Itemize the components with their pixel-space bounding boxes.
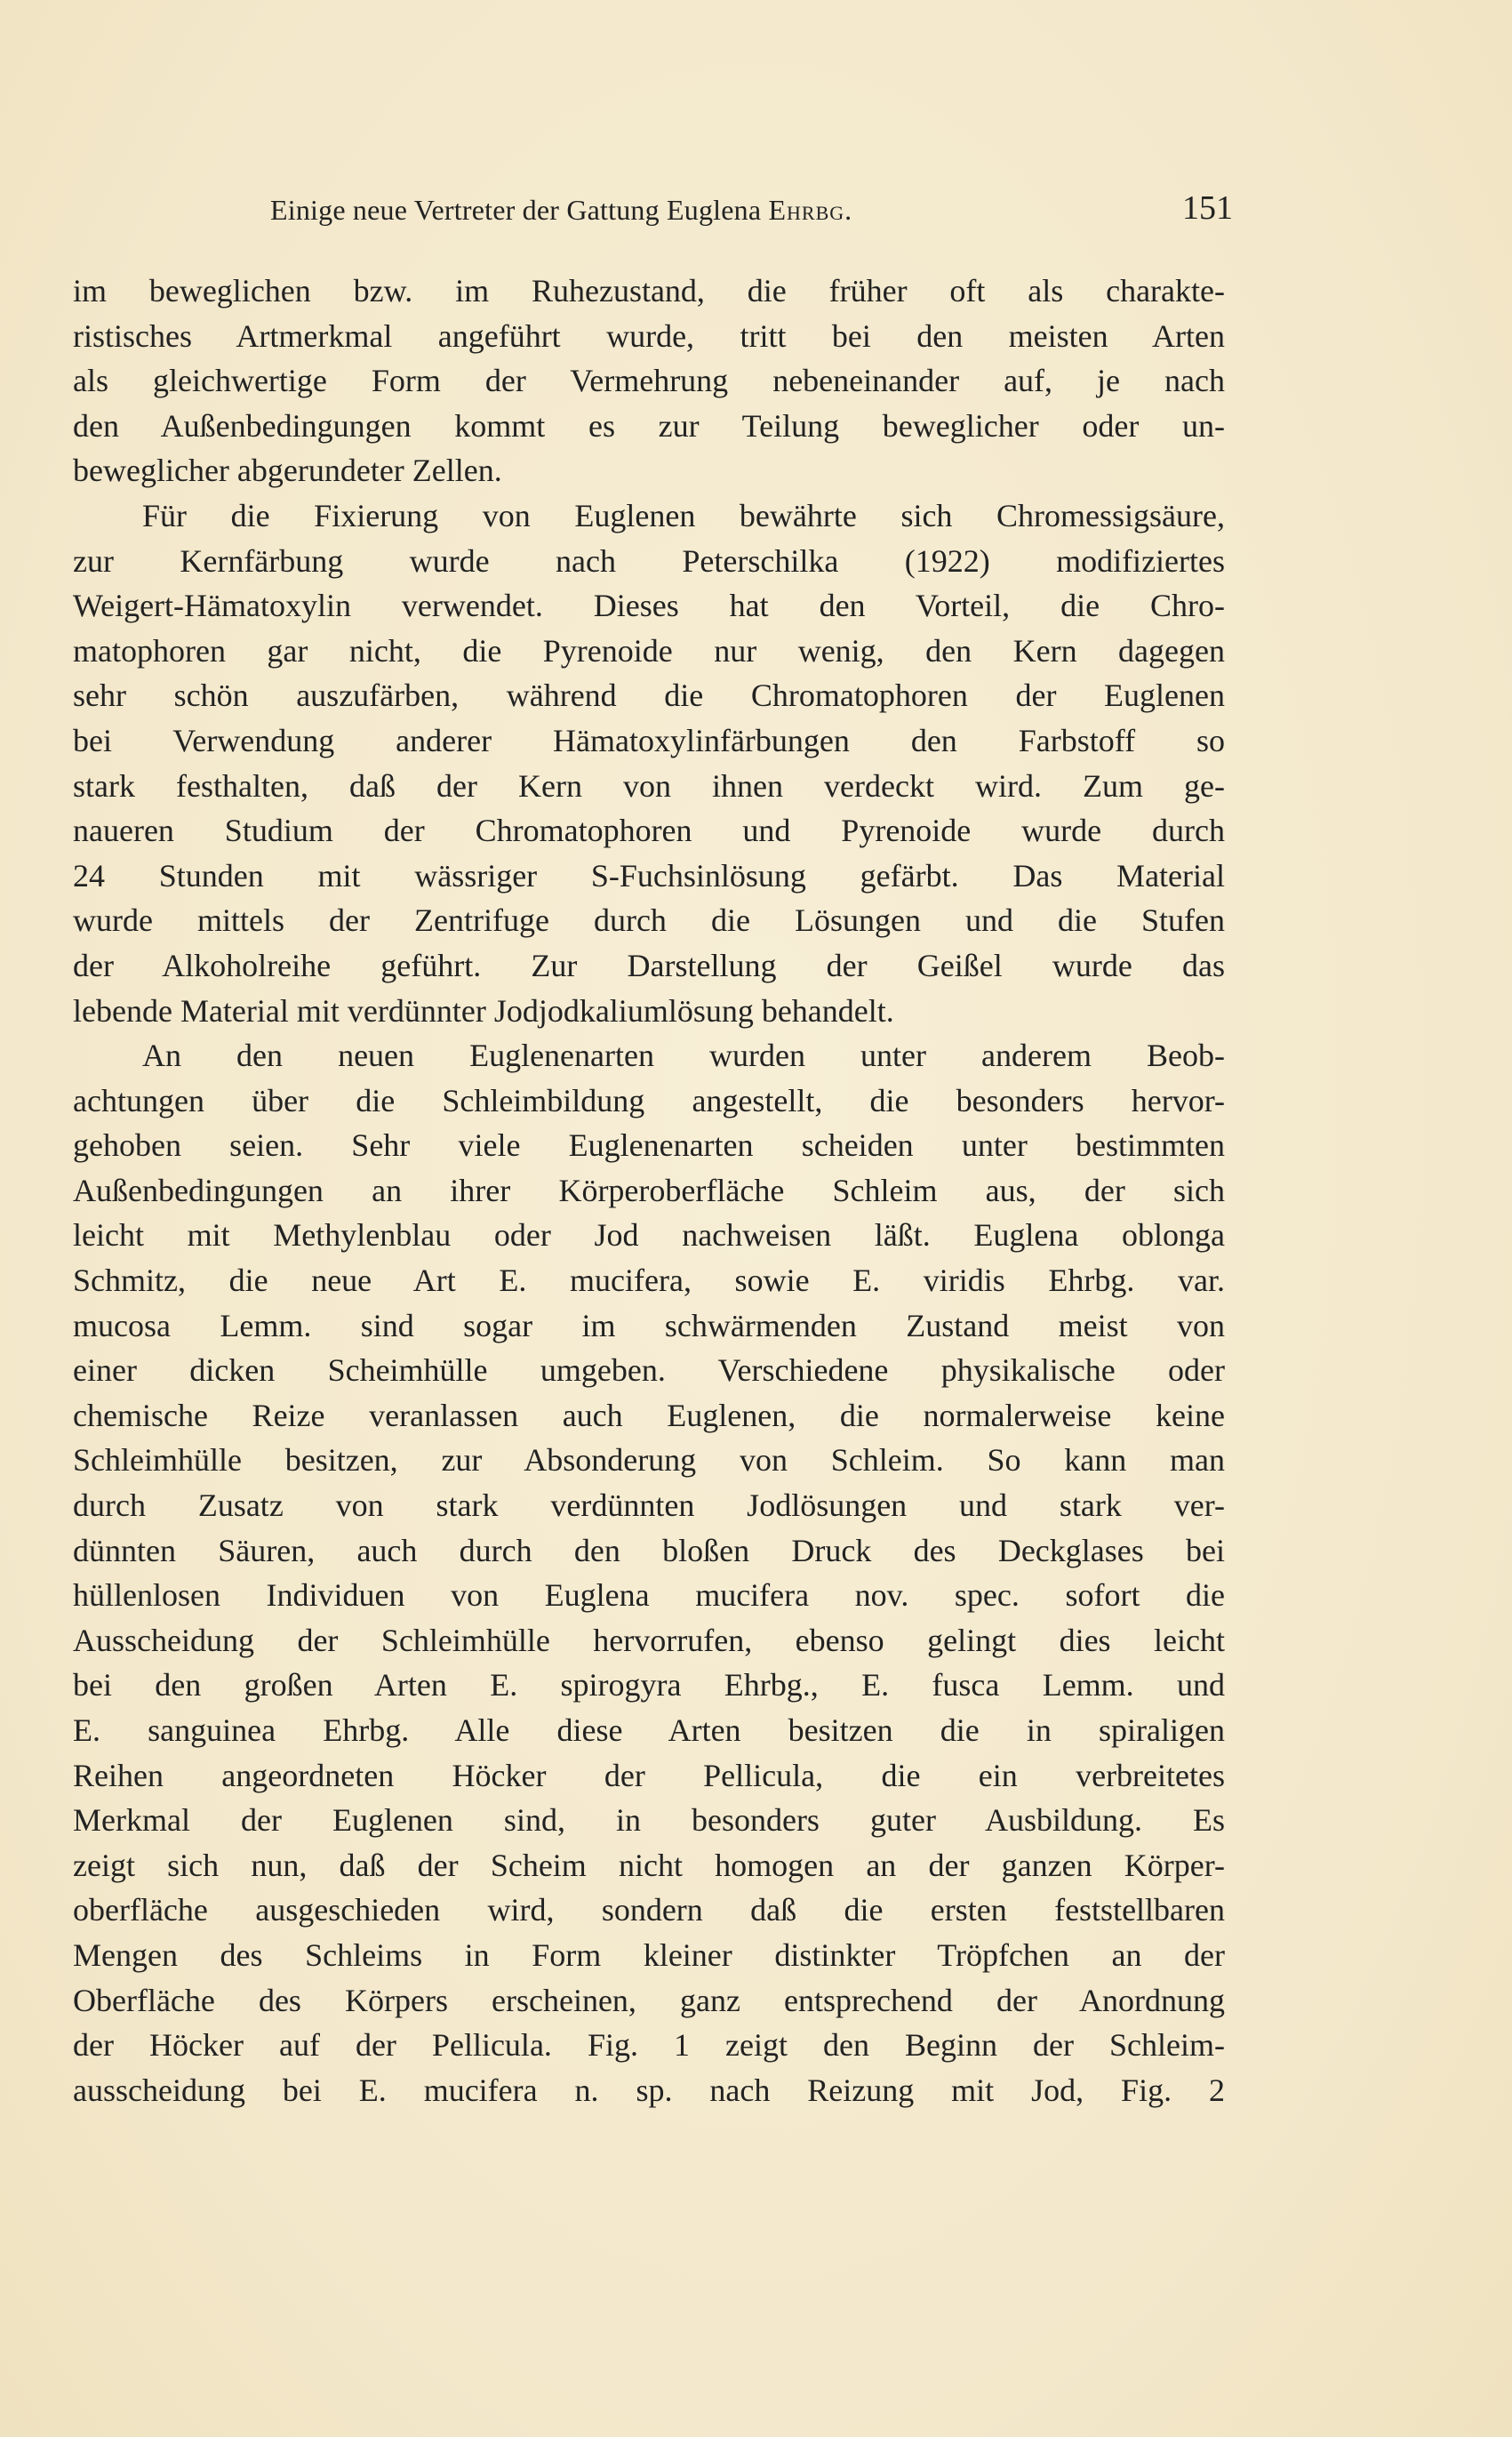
text-line: matophoren gar nicht, die Pyrenoide nur wenig, den Kern dagegen (73, 632, 1225, 669)
text-line: 24 Stunden mit wässriger S-Fuchsinlösung gefärbt. Das Material (73, 857, 1225, 894)
text-line: zeigt sich nun, daß der Scheim nicht homogen an der ganzen Körper- (73, 1847, 1225, 1883)
text-line: als gleichwertige Form der Vermehrung nebeneinander auf, je nach (73, 363, 1225, 399)
text-line: An den neuen Euglenenarten wurden unter anderem Beob- (142, 1038, 1225, 1074)
text-line: lebende Material mit verdünnter Jodjodkaliumlösung behandelt. (73, 992, 894, 1029)
text-line: Mengen des Schleims in Form kleiner distinkter Tröpfchen an der (73, 1936, 1225, 1973)
text-line: Weigert-Hämatoxylin verwendet. Dieses hat den Vorteil, die Chro- (73, 588, 1225, 624)
text-line: Außenbedingungen an ihrer Körperoberfläche Schleim aus, der sich (73, 1172, 1225, 1208)
running-author: Ehrbg. (768, 194, 853, 226)
text-line: oberfläche ausgeschieden wird, sondern daß die ersten feststellbaren (73, 1892, 1225, 1928)
text-line: ristisches Artmerkmal angeführt wurde, tritt bei den meisten Arten (73, 317, 1225, 354)
text-line: einer dicken Scheimhülle umgeben. Verschiedene physikalische oder (73, 1352, 1225, 1389)
text-line: mucosa Lemm. sind sogar im schwärmenden Zustand meist von (73, 1307, 1225, 1343)
text-line: chemische Reize veranlassen auch Euglenen, die normalerweise keine (73, 1397, 1225, 1433)
text-line: beweglicher abgerundeter Zellen. (73, 453, 502, 489)
text-line: gehoben seien. Sehr viele Euglenenarten scheiden unter bestimmten (73, 1127, 1225, 1164)
page-number: 151 (1182, 189, 1233, 227)
running-header (73, 189, 1233, 238)
text-line: achtungen über die Schleimbildung angestellt, die besonders hervor- (73, 1082, 1225, 1118)
body-text (73, 269, 1225, 2112)
text-line: ausscheidung bei E. mucifera n. sp. nach Reizung mit Jod, Fig. 2 (73, 2072, 1225, 2108)
text-line: im beweglichen bzw. im Ruhezustand, die früher oft als charakte- (73, 273, 1225, 309)
text-line: den Außenbedingungen kommt es zur Teilung beweglicher oder un- (73, 407, 1225, 444)
text-line: Reihen angeordneten Höcker der Pellicula, die ein verbreitetes (73, 1757, 1225, 1793)
text-line: Schmitz, die neue Art E. mucifera, sowie E. viridis Ehrbg. var. (73, 1263, 1225, 1299)
text-line: der Höcker auf der Pellicula. Fig. 1 zeigt den Beginn der Schleim- (73, 2027, 1225, 2064)
text-line: naueren Studium der Chromatophoren und Pyrenoide wurde durch (73, 813, 1225, 849)
text-line: E. sanguinea Ehrbg. Alle diese Arten besitzen die in spiraligen (73, 1712, 1225, 1748)
text-line: Ausscheidung der Schleimhülle hervorrufen, ebenso gelingt dies leicht (73, 1622, 1225, 1658)
text-line: Merkmal der Euglenen sind, in besonders guter Ausbildung. Es (73, 1802, 1225, 1839)
text-line: dünnten Säuren, auch durch den bloßen Druck des Deckglases bei (73, 1532, 1225, 1568)
text-line: Oberfläche des Körpers erscheinen, ganz entsprechend der Anordnung (73, 1982, 1225, 2018)
text-line: wurde mittels der Zentrifuge durch die Lösungen und die Stufen (73, 902, 1225, 939)
running-title: Einige neue Vertreter der Gattung Euglena Ehrbg. (270, 194, 853, 226)
text-line: leicht mit Methylenblau oder Jod nachweisen läßt. Euglena oblonga (73, 1217, 1225, 1254)
text-line: zur Kernfärbung wurde nach Peterschilka (1922) modifiziertes (73, 542, 1225, 579)
text-line: Für die Fixierung von Euglenen bewährte sich Chromessigsäure, (142, 497, 1225, 533)
text-line: bei den großen Arten E. spirogyra Ehrbg., E. fusca Lemm. und (73, 1667, 1225, 1703)
text-line: hüllenlosen Individuen von Euglena mucifera nov. spec. sofort die (73, 1577, 1225, 1614)
text-line: Schleimhülle besitzen, zur Absonderung von Schleim. So kann man (73, 1442, 1225, 1479)
text-line: bei Verwendung anderer Hämatoxylinfärbungen den Farbstoff so (73, 722, 1225, 758)
text-line: stark festhalten, daß der Kern von ihnen verdeckt wird. Zum ge- (73, 767, 1225, 804)
text-line: sehr schön auszufärben, während die Chromatophoren der Euglenen (73, 677, 1225, 714)
text-line: durch Zusatz von stark verdünnten Jodlösungen und stark ver- (73, 1487, 1225, 1524)
text-line: der Alkoholreihe geführt. Zur Darstellung der Geißel wurde das (73, 947, 1225, 983)
